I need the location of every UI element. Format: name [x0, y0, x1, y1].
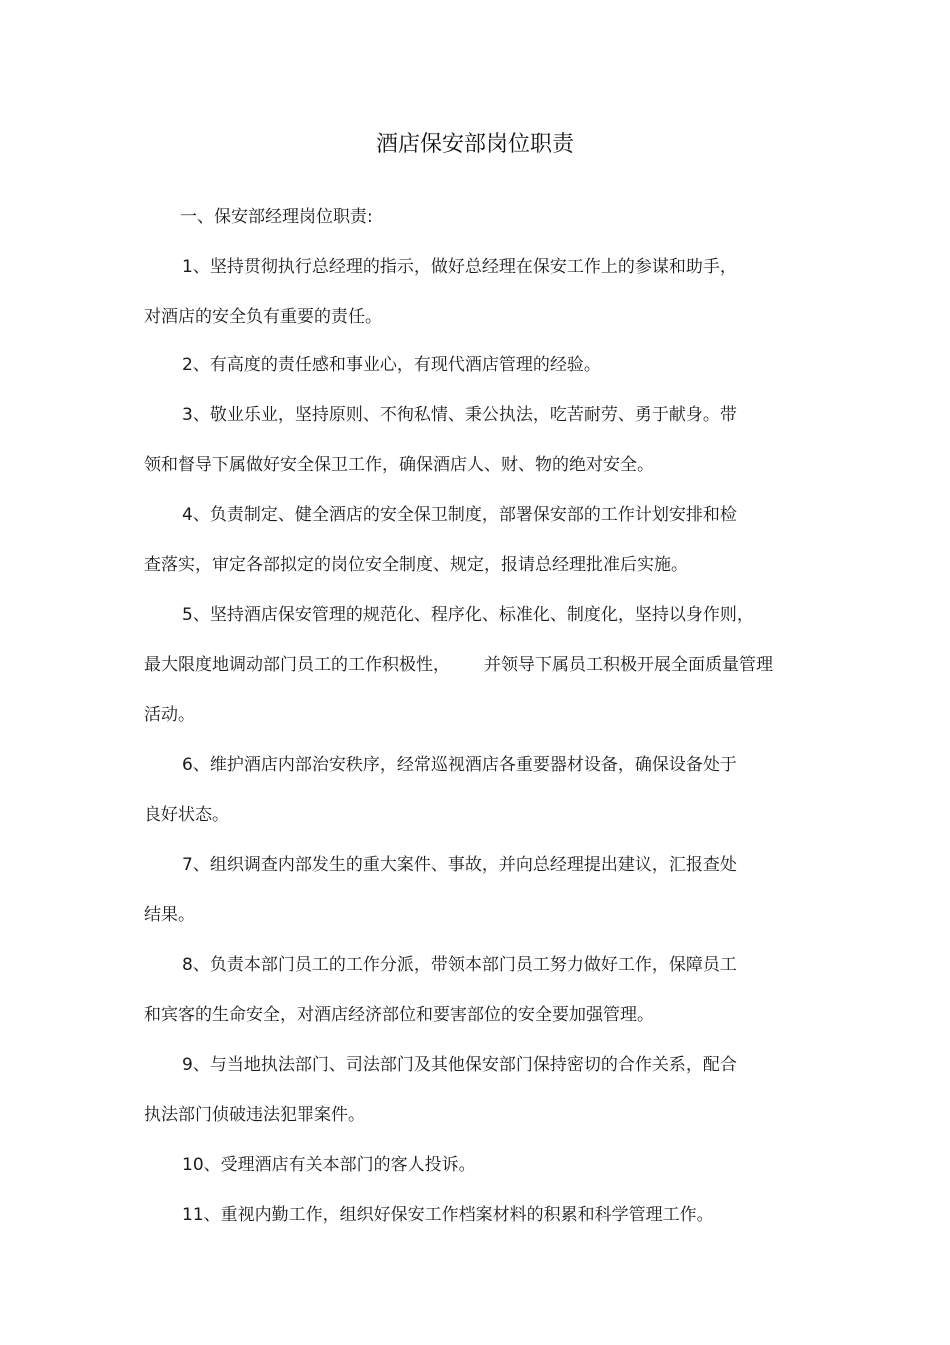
item-3-line-2: 领和督导下属做好安全保卫工作，确保酒店人、财、物的绝对安全。: [144, 455, 654, 475]
item-8-line-2: 和宾客的生命安全，对酒店经济部位和要害部位的安全要加强管理。: [144, 1005, 654, 1025]
item-6-line-1: 6、维护酒店内部治安秩序，经常巡视酒店各重要器材设备，确保设备处于: [182, 755, 737, 775]
item-2-line-1: 2、有高度的责任感和事业心，有现代酒店管理的经验。: [182, 355, 601, 375]
item-8-line-1: 8、负责本部门员工的工作分派，带领本部门员工努力做好工作，保障员工: [182, 955, 737, 975]
item-11-line-1: 11、重视内勤工作，组织好保安工作档案材料的积累和科学管理工作。: [182, 1205, 714, 1225]
item-3-line-1: 3、敬业乐业，坚持原则、不徇私情、秉公执法，吃苦耐劳、勇于献身。带: [182, 405, 737, 425]
item-6-line-2: 良好状态。: [144, 805, 229, 825]
item-7-line-2: 结果。: [144, 905, 195, 925]
section-heading: 一、保安部经理岗位职责:: [180, 207, 373, 227]
item-5-line-2-part-2: 并领导下属员工积极开展全面质量管理: [484, 655, 773, 675]
item-5-line-3: 活动。: [144, 705, 195, 725]
item-5-line-2-part-1: 最大限度地调动部门员工的工作积极性，: [144, 655, 450, 675]
item-10-line-1: 10、受理酒店有关本部门的客人投诉。: [182, 1155, 476, 1175]
item-9-line-1: 9、与当地执法部门、司法部门及其他保安部门保持密切的合作关系，配合: [182, 1055, 737, 1075]
item-5-line-2: [144, 653, 773, 677]
item-1-line-2: 对酒店的安全负有重要的责任。: [144, 307, 382, 327]
item-7-line-1: 7、组织调查内部发生的重大案件、事故，并向总经理提出建议，汇报查处: [182, 855, 737, 875]
item-4-line-1: 4、负责制定、健全酒店的安全保卫制度，部署保安部的工作计划安排和检: [182, 505, 737, 525]
document-title: 酒店保安部岗位职责: [375, 132, 574, 157]
item-4-line-2: 查落实，审定各部拟定的岗位安全制度、规定，报请总经理批准后实施。: [144, 555, 688, 575]
item-1-line-1: 1、坚持贯彻执行总经理的指示，做好总经理在保安工作上的参谋和助手，: [182, 257, 737, 277]
item-9-line-2: 执法部门侦破违法犯罪案件。: [144, 1105, 365, 1125]
item-5-line-1: 5、坚持酒店保安管理的规范化、程序化、标准化、制度化，坚持以身作则，: [182, 605, 754, 625]
